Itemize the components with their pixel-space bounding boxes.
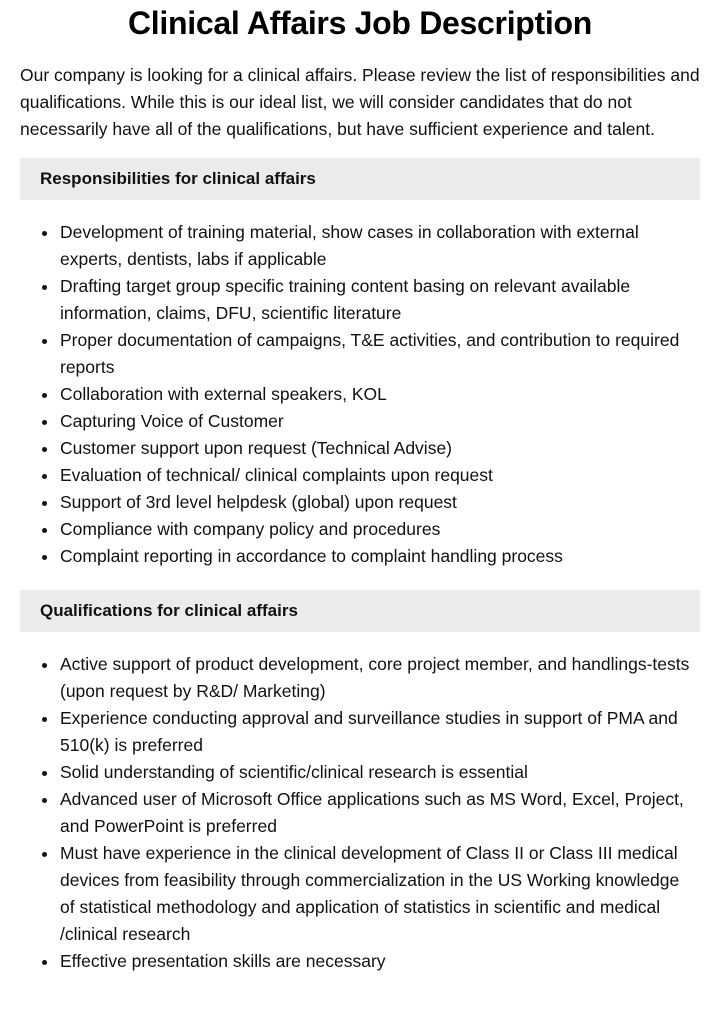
list-item: Drafting target group specific training content basing on relevant available information, claims, DFU, scientific literature bbox=[60, 273, 700, 327]
responsibilities-heading bbox=[20, 158, 700, 200]
list-item: Collaboration with external speakers, KOL bbox=[60, 381, 700, 408]
list-item: Must have experience in the clinical development of Class II or Class III medical devices from feasibility through commercialization in the US Working knowledge of statistical methodology and application of statistics in scientific and medical /clinical research bbox=[60, 840, 700, 948]
qualifications-heading-text: Qualifications for clinical affairs bbox=[40, 601, 298, 620]
list-item: Active support of product development, core project member, and handlings-tests (upon request by R&D/ Marketing) bbox=[60, 651, 700, 705]
section-spacer bbox=[20, 570, 700, 575]
list-item: Customer support upon request (Technical Advise) bbox=[60, 435, 700, 462]
intro-paragraph: Our company is looking for a clinical affairs. Please review the list of responsibilities and qualifications. While this is our ideal list, we will consider candidates that do not necessarily have all of the qualifications, but have sufficient experience and talent. bbox=[20, 65, 700, 139]
list-item: Proper documentation of campaigns, T&E activities, and contribution to required reports bbox=[60, 327, 700, 381]
page-title: Clinical Affairs Job Description bbox=[128, 5, 592, 41]
list-item: Effective presentation skills are necessary bbox=[60, 948, 700, 975]
responsibilities-heading-text: Responsibilities for clinical affairs bbox=[40, 169, 316, 188]
list-item: Support of 3rd level helpdesk (global) upon request bbox=[60, 489, 700, 516]
list-item: Complaint reporting in accordance to complaint handling process bbox=[60, 543, 700, 570]
qualifications-list bbox=[20, 651, 700, 975]
list-item: Solid understanding of scientific/clinical research is essential bbox=[60, 759, 700, 786]
list-item: Evaluation of technical/ clinical complaints upon request bbox=[60, 462, 700, 489]
list-item: Development of training material, show cases in collaboration with external experts, dentists, labs if applicable bbox=[60, 219, 700, 273]
qualifications-heading bbox=[20, 590, 700, 632]
list-item: Capturing Voice of Customer bbox=[60, 408, 700, 435]
list-item: Advanced user of Microsoft Office applications such as MS Word, Excel, Project, and PowerPoint is preferred bbox=[60, 786, 700, 840]
list-item: Compliance with company policy and procedures bbox=[60, 516, 700, 543]
list-item: Experience conducting approval and surveillance studies in support of PMA and 510(k) is preferred bbox=[60, 705, 700, 759]
responsibilities-list bbox=[20, 219, 700, 570]
